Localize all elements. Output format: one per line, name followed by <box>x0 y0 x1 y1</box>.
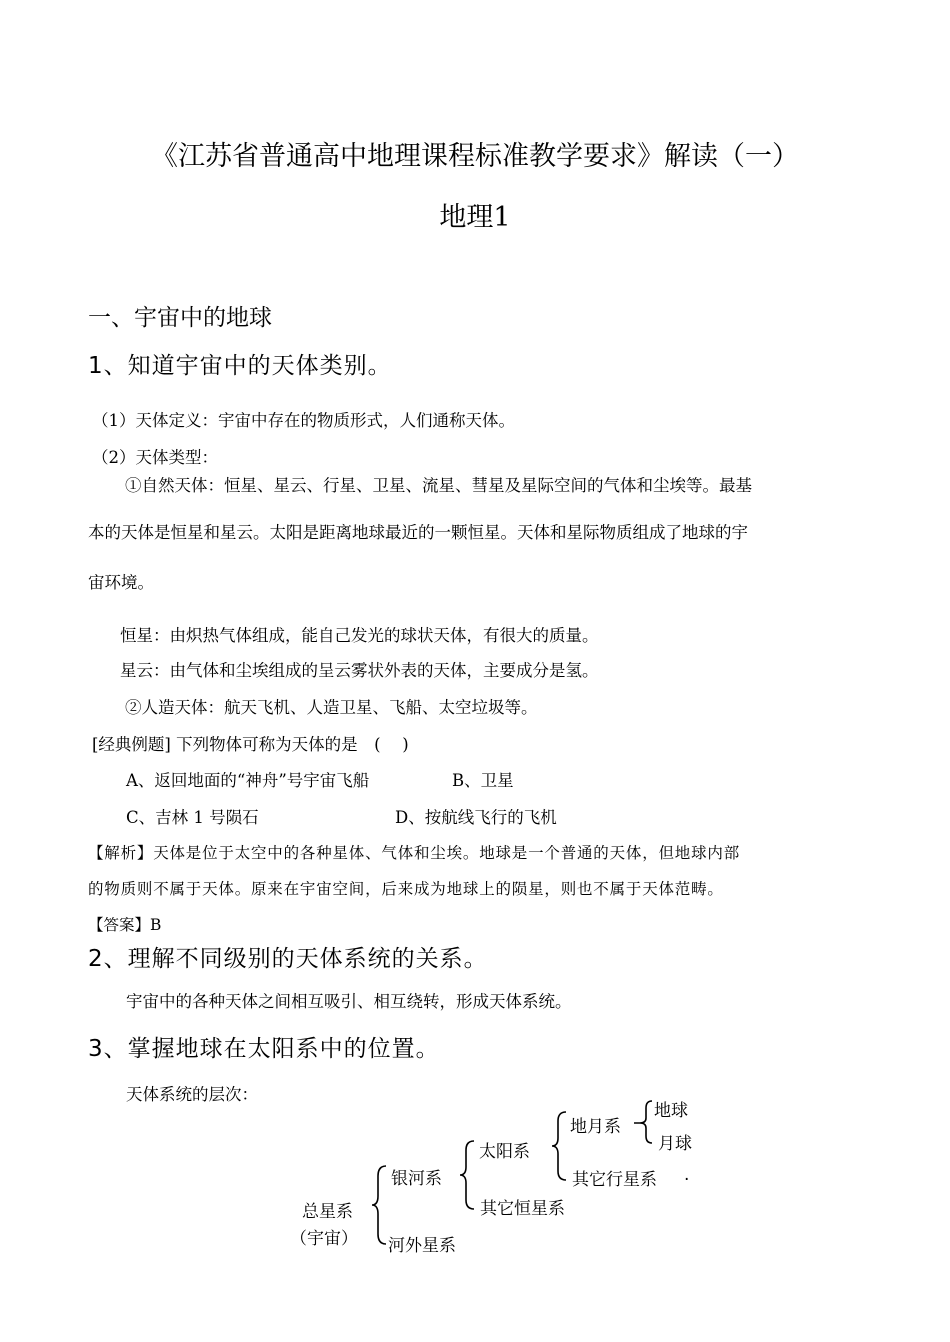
analysis-line-1: 【解析】天体是位于太空中的各种星体、气体和尘埃。地球是一个普通的天体，但地球内部 <box>88 844 741 862</box>
item-heading-1: 1、知道宇宙中的天体类别。 <box>88 353 392 379</box>
example-question: [经典例题] 下列物体可称为天体的是 ( ) <box>92 735 409 754</box>
option-d: D、按航线飞行的飞机 <box>395 808 557 827</box>
natural-bodies-line-1: ①自然天体：恒星、星云、行星、卫星、流星、彗星及星际空间的气体和尘埃等。最基 <box>125 476 752 495</box>
section-heading: 一、宇宙中的地球 <box>88 305 272 331</box>
option-c: C、吉林 1 号陨石 <box>126 808 259 827</box>
tree-solar-system: 太阳系 <box>479 1142 530 1162</box>
nebula-definition: 星云：由气体和尘埃组成的呈云雾状外表的天体，主要成分是氢。 <box>120 661 599 680</box>
tree-earth: 地球 <box>654 1101 688 1121</box>
paragraph-item-2: 宇宙中的各种天体之间相互吸引、相互绕转，形成天体系统。 <box>126 992 572 1011</box>
tree-root-sub: （宇宙） <box>290 1229 358 1249</box>
tree-moon: 月球 <box>658 1134 692 1154</box>
document-subtitle: 地理1 <box>439 202 511 233</box>
milky-way-bracket <box>458 1137 480 1213</box>
document-title: 《江苏省普通高中地理课程标准教学要求》解读（一） <box>151 141 799 172</box>
paragraph-types: （2）天体类型： <box>92 448 218 467</box>
tree-milky-way: 银河系 <box>391 1169 442 1189</box>
item-heading-3: 3、掌握地球在太阳系中的位置。 <box>88 1036 440 1062</box>
natural-bodies-line-3: 宙环境。 <box>88 573 154 592</box>
tree-other-planets: 其它行星系 <box>572 1170 657 1190</box>
analysis-line-2: 的物质则不属于天体。原来在宇宙空间，后来成为地球上的陨星，则也不属于天体范畴。 <box>88 880 724 898</box>
item-heading-2: 2、理解不同级别的天体系统的关系。 <box>88 946 488 972</box>
hierarchy-label: 天体系统的层次： <box>126 1085 258 1104</box>
tree-earth-moon: 地月系 <box>570 1117 621 1137</box>
option-a: A、返回地面的“神舟”号宇宙飞船 <box>126 771 370 790</box>
natural-bodies-line-2: 本的天体是恒星和星云。太阳是距离地球最近的一颗恒星。天体和星际物质组成了地球的宇 <box>88 523 748 542</box>
artificial-bodies: ②人造天体：航天飞机、人造卫星、飞船、太空垃圾等。 <box>125 698 538 717</box>
star-definition: 恒星：由炽热气体组成，能自己发光的球状天体，有很大的质量。 <box>120 626 599 645</box>
tree-dot: . <box>684 1165 690 1185</box>
tree-other-galaxies: 河外星系 <box>388 1236 456 1256</box>
option-b: B、卫星 <box>452 771 514 790</box>
tree-other-stars: 其它恒星系 <box>480 1199 565 1219</box>
answer: 【答案】B <box>88 916 162 934</box>
paragraph-definition: （1）天体定义：宇宙中存在的物质形式，人们通称天体。 <box>92 411 515 430</box>
tree-root: 总星系 <box>302 1202 353 1222</box>
solar-system-bracket <box>552 1108 572 1184</box>
